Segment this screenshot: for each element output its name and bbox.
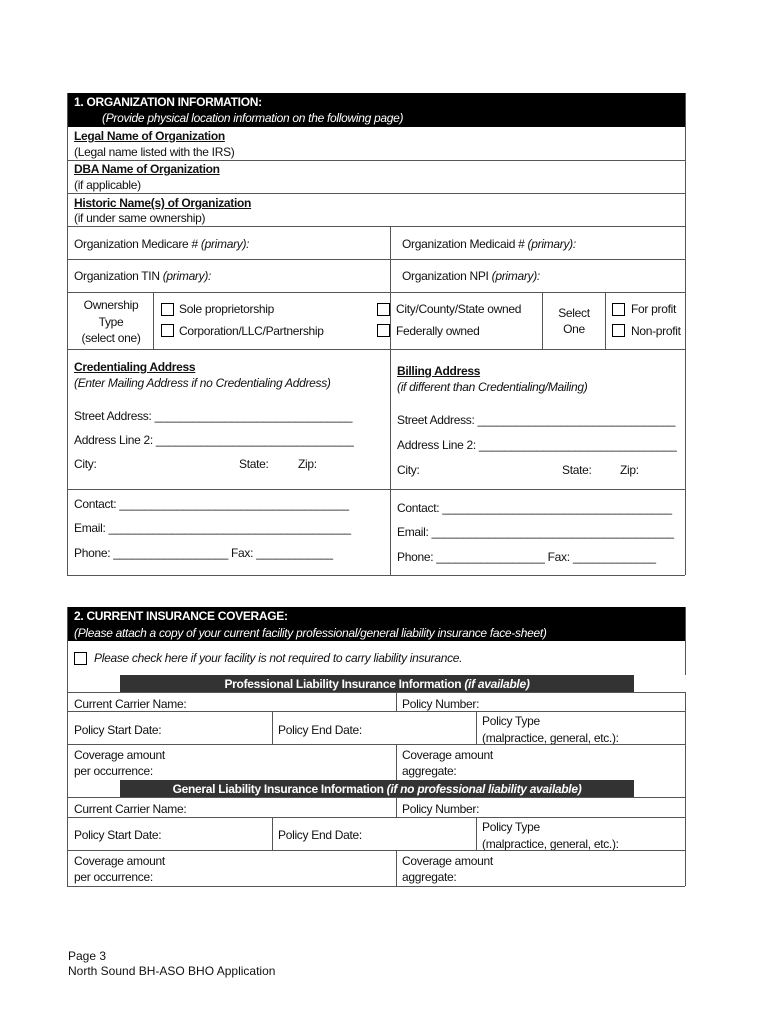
historic-note: (if under same ownership) [74,211,206,225]
dba-note: (if applicable) [74,178,141,192]
prof-cov-occurrence-label-2[interactable]: per occurrence: [74,764,153,778]
city-county-state-label: City/County/State owned [396,302,522,316]
professional-liability-title: Professional Liability Insurance Information (if available) [224,677,530,691]
corporation-label: Corporation/LLC/Partnership [179,324,324,338]
gen-policy-type-label-2[interactable]: (malpractice, general, etc.): [482,837,619,851]
not-required-note: Please check here if your facility is not required to carry liability insurance. [94,651,463,665]
gen-cov-aggregate-label-2[interactable]: aggregate: [402,870,457,884]
section1-title: 1. ORGANIZATION INFORMATION: [74,95,262,109]
gen-cov-occurrence-label-1[interactable]: Coverage amount [74,854,165,868]
billing-address-note: (if different than Credentialing/Mailing) [397,380,588,394]
billing-address-title: Billing Address [397,364,481,378]
historic-label: Historic Name(s) of Organization [74,196,252,210]
gen-policy-start-field[interactable]: Policy Start Date: [74,828,162,842]
legal-name-label: Legal Name of Organization [74,129,225,143]
federally-owned-checkbox[interactable] [377,324,390,337]
for-profit-label: For profit [631,302,677,316]
non-profit-label: Non-profit [631,324,681,338]
medicaid-label: Organization Medicaid # (primary): [402,237,576,251]
section2-title: 2. CURRENT INSURANCE COVERAGE: [74,609,288,623]
prof-cov-aggregate-label-2[interactable]: aggregate: [402,764,457,778]
gen-cov-occurrence-label-2[interactable]: per occurrence: [74,870,153,884]
cred-contact-field[interactable]: Contact: ____________________________________ [74,497,349,511]
footer-page-number: Page 3 [68,949,107,963]
cred-address-line2-field[interactable]: Address Line 2: _______________________________ [74,433,354,447]
medicare-label: Organization Medicare # (primary): [74,237,250,251]
gen-cov-aggregate-label-1[interactable]: Coverage amount [402,854,493,868]
cred-phone-fax-field[interactable]: Phone: __________________ Fax: ____________ [74,546,333,560]
billing-contact-field[interactable]: Contact: ____________________________________ [397,501,672,515]
footer-document-title: North Sound BH-ASO BHO Application [68,964,276,978]
ownership-label-1: Ownership [83,298,139,312]
npi-label: Organization NPI (primary): [402,269,540,283]
federally-owned-label: Federally owned [396,324,480,338]
legal-name-note: (Legal name listed with the IRS) [74,145,235,159]
billing-email-field[interactable]: Email: ______________________________________ [397,525,674,539]
for-profit-checkbox[interactable] [612,303,625,316]
billing-state-label[interactable]: State: [562,463,592,477]
prof-policy-start-field[interactable]: Policy Start Date: [74,723,162,737]
general-liability-title: General Liability Insurance Information (if no professional liability available) [172,782,582,796]
section2-subtitle: (Please attach a copy of your current facility professional/general liability insurance face-sheet) [74,626,547,640]
section1-subtitle: (Provide physical location information on the following page) [102,111,404,125]
cred-zip-label[interactable]: Zip: [298,457,317,471]
cred-state-label[interactable]: State: [239,457,269,471]
ownership-label-2: Type [98,315,124,329]
sole-proprietorship-label: Sole proprietorship [179,302,275,316]
cred-city-label[interactable]: City: [74,457,97,471]
prof-carrier-field[interactable]: Current Carrier Name: [74,697,187,711]
billing-street-field[interactable]: Street Address: _______________________________ [397,413,676,427]
select-one-label-1: Select [558,306,590,320]
cred-email-field[interactable]: Email: ______________________________________ [74,521,351,535]
gen-policy-number-field[interactable]: Policy Number: [402,802,480,816]
prof-policy-end-field[interactable]: Policy End Date: [278,723,362,737]
prof-policy-type-label-1[interactable]: Policy Type [482,714,540,728]
dba-label: DBA Name of Organization [74,162,220,176]
city-county-state-checkbox[interactable] [377,303,390,316]
select-one-label-2: One [563,322,585,336]
corporation-checkbox[interactable] [161,324,174,337]
prof-policy-number-field[interactable]: Policy Number: [402,697,480,711]
credentialing-address-note: (Enter Mailing Address if no Credentialing Address) [74,376,331,390]
prof-cov-occurrence-label-1[interactable]: Coverage amount [74,748,165,762]
gen-policy-end-field[interactable]: Policy End Date: [278,828,362,842]
non-profit-checkbox[interactable] [612,324,625,337]
prof-policy-type-label-2[interactable]: (malpractice, general, etc.): [482,731,619,745]
prof-cov-aggregate-label-1[interactable]: Coverage amount [402,748,493,762]
billing-phone-fax-field[interactable]: Phone: _________________ Fax: _____________ [397,550,656,564]
billing-address-line2-field[interactable]: Address Line 2: _______________________________ [397,438,677,452]
tin-label: Organization TIN (primary): [74,269,212,283]
credentialing-address-title: Credentialing Address [74,360,196,374]
sole-proprietorship-checkbox[interactable] [161,303,174,316]
billing-city-label[interactable]: City: [397,463,420,477]
billing-zip-label[interactable]: Zip: [620,463,639,477]
ownership-label-3: (select one) [81,331,141,345]
gen-policy-type-label-1[interactable]: Policy Type [482,820,540,834]
cred-street-field[interactable]: Street Address: _______________________________ [74,409,353,423]
not-required-checkbox[interactable] [74,652,87,665]
gen-carrier-field[interactable]: Current Carrier Name: [74,802,187,816]
